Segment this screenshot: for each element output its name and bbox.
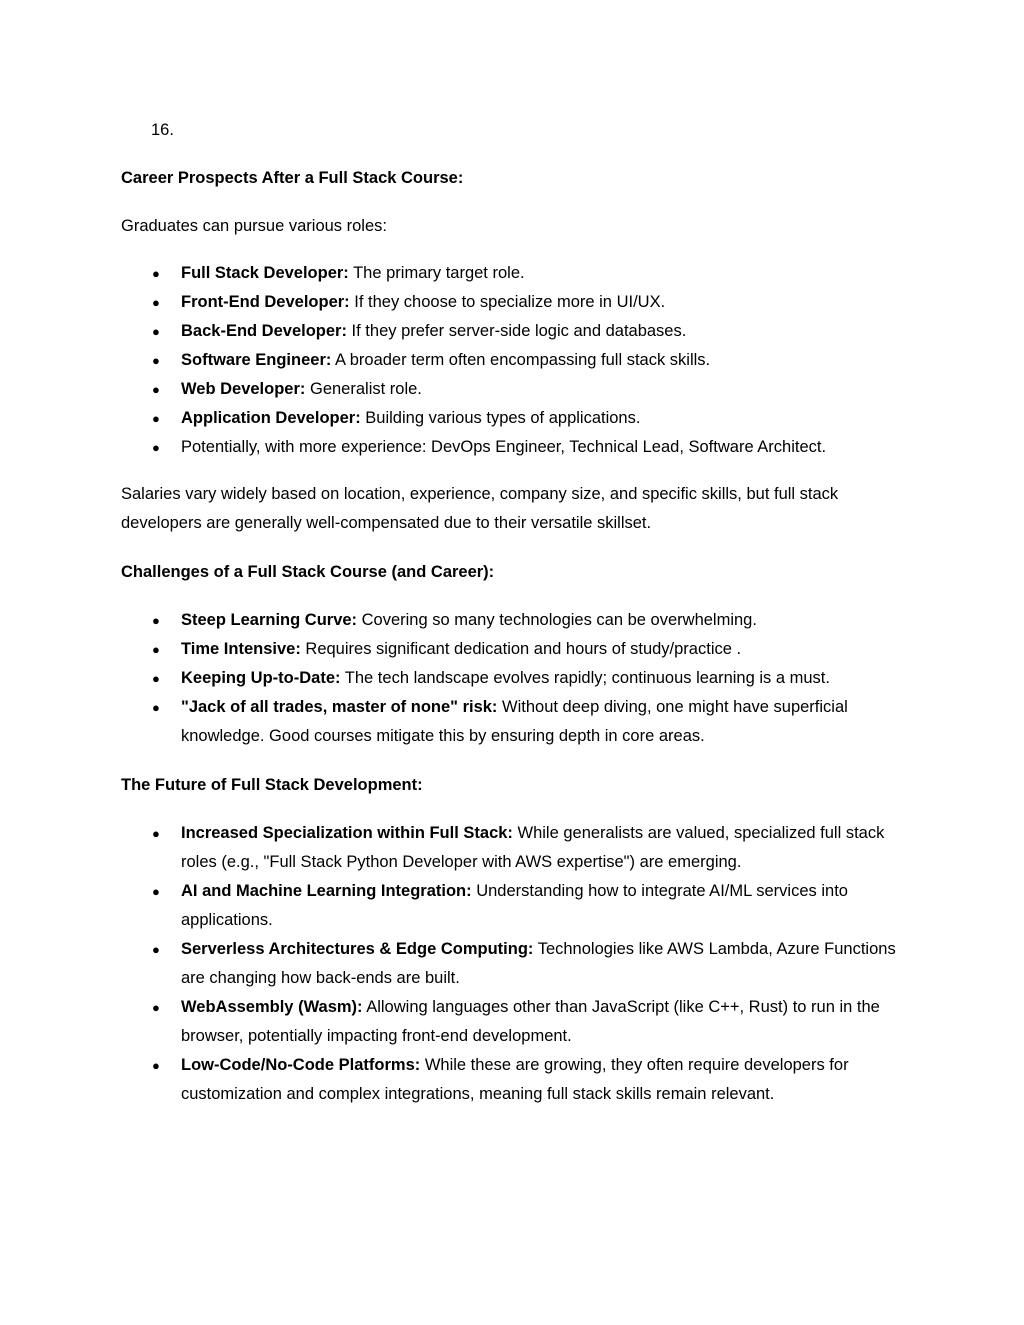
section-career-prospects bbox=[121, 160, 901, 538]
item-text: Without deep diving, one might have superficial knowledge. Good courses mitigate this by ensuring depth in core areas. bbox=[181, 698, 848, 745]
list-item bbox=[121, 819, 901, 877]
section-heading: Challenges of a Full Stack Course (and Career): bbox=[121, 563, 495, 581]
item-term: Increased Specialization within Full Stack: bbox=[181, 824, 513, 842]
item-term: Front-End Developer: bbox=[181, 293, 350, 311]
item-term: Full Stack Developer: bbox=[181, 264, 349, 282]
item-text: While these are growing, they often require developers for customization and complex integrations, meaning full stack skills remain relevant. bbox=[181, 1056, 849, 1103]
bullet-list bbox=[121, 259, 901, 462]
item-text: If they prefer server-side logic and databases. bbox=[346, 322, 687, 340]
item-term: Time Intensive: bbox=[181, 640, 301, 658]
list-item bbox=[121, 635, 901, 664]
section-challenges bbox=[121, 554, 901, 751]
bullet-list bbox=[121, 819, 901, 1109]
list-item bbox=[121, 935, 901, 993]
document-body bbox=[121, 160, 901, 1109]
list-number: 16. bbox=[151, 121, 174, 139]
bullet-icon: ● bbox=[152, 382, 160, 397]
list-item bbox=[121, 606, 901, 635]
item-term: Back-End Developer: bbox=[181, 322, 347, 340]
item-text: Covering so many technologies can be overwhelming. bbox=[357, 611, 757, 629]
list-item bbox=[121, 375, 901, 404]
item-text: Potentially, with more experience: DevOps Engineer, Technical Lead, Software Architect. bbox=[181, 438, 827, 456]
list-item bbox=[121, 877, 901, 935]
bullet-icon: ● bbox=[152, 826, 160, 841]
bullet-icon: ● bbox=[152, 440, 160, 455]
bullet-icon: ● bbox=[152, 671, 160, 686]
section-intro: Graduates can pursue various roles: bbox=[121, 217, 387, 235]
section-heading: The Future of Full Stack Development: bbox=[121, 776, 423, 794]
bullet-icon: ● bbox=[152, 411, 160, 426]
list-item bbox=[121, 993, 901, 1051]
bullet-icon: ● bbox=[152, 613, 160, 628]
item-term: Steep Learning Curve: bbox=[181, 611, 358, 629]
item-term: "Jack of all trades, master of none" risk: bbox=[181, 698, 498, 716]
item-text: A broader term often encompassing full stack skills. bbox=[331, 351, 711, 369]
bullet-icon: ● bbox=[152, 642, 160, 657]
item-term: Keeping Up-to-Date: bbox=[181, 669, 341, 687]
bullet-icon: ● bbox=[152, 1000, 160, 1015]
item-text: Generalist role. bbox=[305, 380, 422, 398]
bullet-icon: ● bbox=[152, 266, 160, 281]
bullet-icon: ● bbox=[152, 295, 160, 310]
item-text: Allowing languages other than JavaScript (like C++, Rust) to run in the browser, potentially impacting front-end development. bbox=[181, 998, 880, 1045]
item-text: Understanding how to integrate AI/ML services into applications. bbox=[181, 882, 848, 929]
item-term: Web Developer: bbox=[181, 380, 306, 398]
item-term: Application Developer: bbox=[181, 409, 361, 427]
bullet-list bbox=[121, 606, 901, 751]
item-text: The tech landscape evolves rapidly; continuous learning is a must. bbox=[340, 669, 830, 687]
item-term: Software Engineer: bbox=[181, 351, 332, 369]
list-item bbox=[121, 693, 901, 751]
list-item bbox=[121, 404, 901, 433]
item-text: Technologies like AWS Lambda, Azure Functions are changing how back-ends are built. bbox=[181, 940, 896, 987]
item-text: If they choose to specialize more in UI/UX. bbox=[349, 293, 666, 311]
item-term: Serverless Architectures & Edge Computing: bbox=[181, 940, 534, 958]
section-future bbox=[121, 767, 901, 1109]
list-item bbox=[121, 317, 901, 346]
list-item bbox=[121, 1051, 901, 1109]
item-term: Low-Code/No-Code Platforms: bbox=[181, 1056, 421, 1074]
item-text: While generalists are valued, specialized full stack roles (e.g., "Full Stack Python Developer with AWS expertise") are emerging. bbox=[181, 824, 885, 871]
section-heading: Career Prospects After a Full Stack Course: bbox=[121, 169, 464, 187]
bullet-icon: ● bbox=[152, 942, 160, 957]
bullet-icon: ● bbox=[152, 700, 160, 715]
item-term: AI and Machine Learning Integration: bbox=[181, 882, 472, 900]
item-term: WebAssembly (Wasm): bbox=[181, 998, 363, 1016]
list-item bbox=[121, 259, 901, 288]
section-outro: Salaries vary widely based on location, experience, company size, and specific skills, but full stack developers are generally well-compensated due to their versatile skillset. bbox=[121, 485, 839, 532]
item-text: Building various types of applications. bbox=[360, 409, 641, 427]
bullet-icon: ● bbox=[152, 324, 160, 339]
item-text: Requires significant dedication and hours of study/practice . bbox=[300, 640, 742, 658]
list-item bbox=[121, 433, 901, 462]
bullet-icon: ● bbox=[152, 1058, 160, 1073]
bullet-icon: ● bbox=[152, 884, 160, 899]
item-text: The primary target role. bbox=[348, 264, 525, 282]
bullet-icon: ● bbox=[152, 353, 160, 368]
list-item bbox=[121, 346, 901, 375]
list-item bbox=[121, 288, 901, 317]
list-item bbox=[121, 664, 901, 693]
